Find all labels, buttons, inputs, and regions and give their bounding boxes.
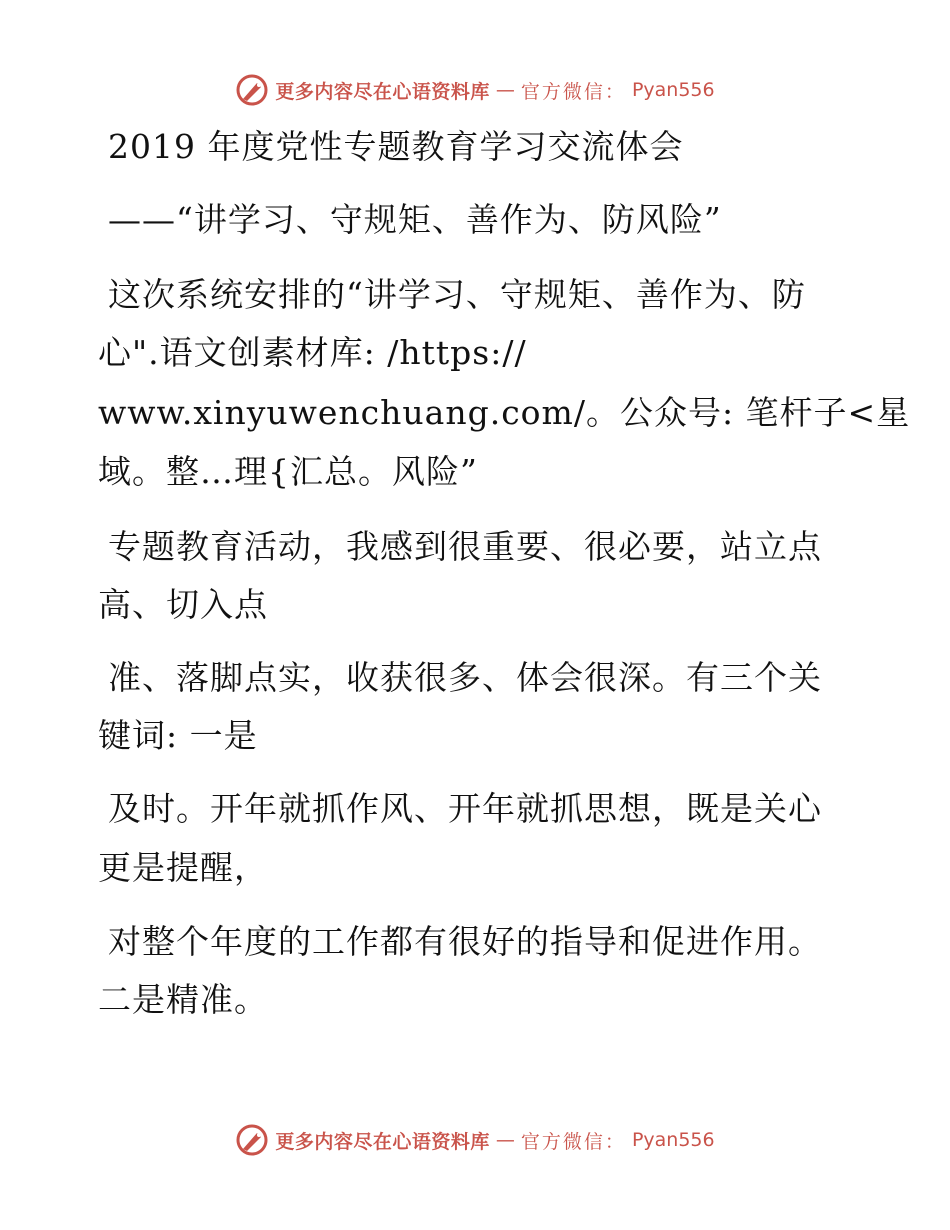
body-line: 及时。开年就抓作风、开年就抓思想，既是关心 (108, 789, 822, 828)
document-subtitle: ——“讲学习、守规矩、善作为、防风险” (108, 200, 722, 239)
watermark-id: Pyan556 (631, 79, 715, 101)
body-line: 准、落脚点实，收获很多、体会很深。有三个关 (108, 658, 822, 697)
pen-logo-icon (235, 73, 269, 107)
body-line: 域。整…理{汇总。风险” (98, 452, 478, 491)
footer-watermark (0, 1120, 950, 1160)
body-line: 心".语文创素材库: /https:// (98, 333, 527, 372)
body-line: 更是提醒， (98, 848, 268, 887)
body-line: 这次系统安排的“讲学习、守规矩、善作为、防 (108, 275, 806, 314)
body-line: 二是精准。 (98, 980, 268, 1019)
body-line: 对整个年度的工作都有很好的指导和促进作用。 (108, 922, 822, 961)
watermark-text: 更多内容尽在心语资料库 (275, 80, 490, 103)
body-line: 高、切入点 (98, 585, 268, 624)
header-watermark (0, 70, 950, 110)
pen-logo-icon (235, 1123, 269, 1157)
watermark-dash: — (495, 79, 515, 101)
body-line: 键词: 一是 (98, 716, 258, 755)
watermark-id: Pyan556 (631, 1129, 715, 1151)
watermark-text: 更多内容尽在心语资料库 (275, 1130, 490, 1153)
watermark-official: 官方微信： (520, 1130, 626, 1153)
watermark-dash: — (495, 1129, 515, 1151)
body-line: www.xinyuwenchuang.com/。公众号: 笔杆子<星 (98, 393, 911, 432)
watermark-official: 官方微信： (520, 80, 626, 103)
document-title: 2019 年度党性专题教育学习交流体会 (108, 127, 684, 166)
body-line: 专题教育活动，我感到很重要、很必要，站立点 (108, 527, 822, 566)
